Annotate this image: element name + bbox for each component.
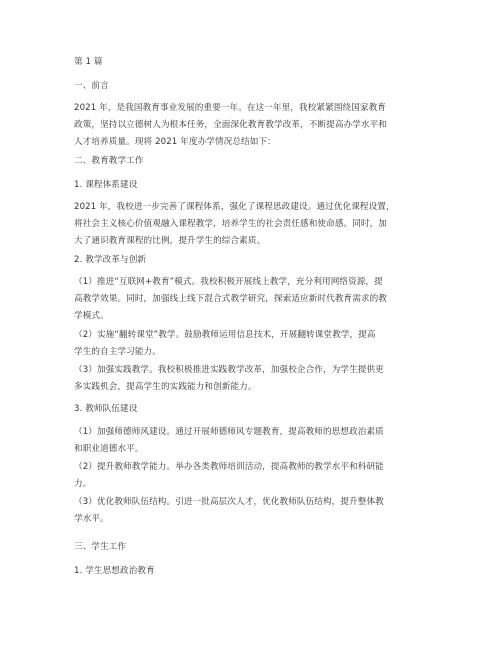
list-item bbox=[74, 494, 434, 528]
list-item bbox=[74, 424, 434, 458]
paragraph-line: 和职业道德水平。 bbox=[74, 444, 144, 454]
paragraph-line: 力。 bbox=[74, 479, 92, 489]
paragraph-line: 高教学效果。同时，加强线上线下混合式教学研究，探索适应新时代教育需求的教 bbox=[74, 294, 387, 304]
subsection-paragraph bbox=[74, 199, 434, 250]
paragraph-line: （1）推进“互联网+教育”模式。我校积极开展线上教学，充分利用网络资源，提 bbox=[74, 277, 383, 287]
subsection-heading bbox=[74, 563, 434, 580]
paragraph-line: （1）加强师德师风建设。通过开展师德师风专题教育，提高教师的思想政治素质 bbox=[74, 427, 384, 437]
paragraph-line: 政策，坚持以立德树人为根本任务，全面深化教育教学改革，不断提高办学水平和 bbox=[74, 120, 387, 130]
paragraph-line: 学水平。 bbox=[74, 514, 109, 524]
subsection-heading bbox=[74, 401, 434, 418]
page-label bbox=[74, 54, 434, 71]
section-1-heading bbox=[74, 78, 434, 95]
paragraph-line: 多实践机会，提高学生的实践能力和创新能力。 bbox=[74, 382, 257, 392]
paragraph-line: （2）提升教师教学能力。举办各类教师培训活动，提高教师的教学水平和科研能 bbox=[74, 462, 384, 472]
subsection-heading bbox=[74, 252, 434, 269]
section-1-paragraph bbox=[74, 100, 434, 151]
paragraph-line: 将社会主义核心价值观融入课程教学，培养学生的社会责任感和使命感。同时，加 bbox=[74, 219, 387, 229]
paragraph-line: 大了通识教育课程的比例，提升学生的综合素质。 bbox=[74, 236, 266, 246]
list-item bbox=[74, 459, 434, 493]
section-3-heading-text: 三、学生工作 bbox=[74, 542, 127, 552]
paragraph-line: （3）优化教师队伍结构。引进一批高层次人才，优化教师队伍结构，提升整体教 bbox=[74, 497, 384, 507]
list-item bbox=[74, 274, 434, 325]
paragraph-line: （3）加强实践教学。我校积极推进实践教学改革，加强校企合作，为学生提供更 bbox=[74, 365, 384, 375]
subsection-heading-text: 1. 课程体系建设 bbox=[74, 180, 138, 190]
paragraph-line: （2）实施“翻转课堂”教学。鼓励教师运用信息技术，开展翻转课堂教学，提高 bbox=[74, 330, 376, 340]
subsection-heading-text: 3. 教师队伍建设 bbox=[74, 404, 138, 414]
paragraph-line: 人才培养质量。现将 2021 年度办学情况总结如下： bbox=[74, 137, 276, 147]
page-label-text: 第 1 篇 bbox=[74, 57, 103, 67]
paragraph-line: 学模式。 bbox=[74, 311, 109, 321]
subsection-heading bbox=[74, 177, 434, 194]
subsection-heading-text: 1. 学生思想政治教育 bbox=[74, 566, 155, 576]
section-2-heading-text: 二、教育教学工作 bbox=[74, 156, 144, 166]
list-item bbox=[74, 327, 434, 361]
paragraph-line: 2021 年，是我国教育事业发展的重要一年。在这一年里，我校紧紧围绕国家教育 bbox=[74, 103, 386, 113]
paragraph-line: 2021 年，我校进一步完善了课程体系，强化了课程思政建设。通过优化课程设置， bbox=[74, 202, 395, 212]
section-1-heading-text: 一、前言 bbox=[74, 81, 109, 91]
subsection-heading-text: 2. 教学改革与创新 bbox=[74, 255, 147, 265]
paragraph-line: 学生的自主学习能力。 bbox=[74, 347, 161, 357]
list-item bbox=[74, 362, 434, 396]
section-2-heading bbox=[74, 153, 434, 170]
section-3-heading bbox=[74, 539, 434, 556]
